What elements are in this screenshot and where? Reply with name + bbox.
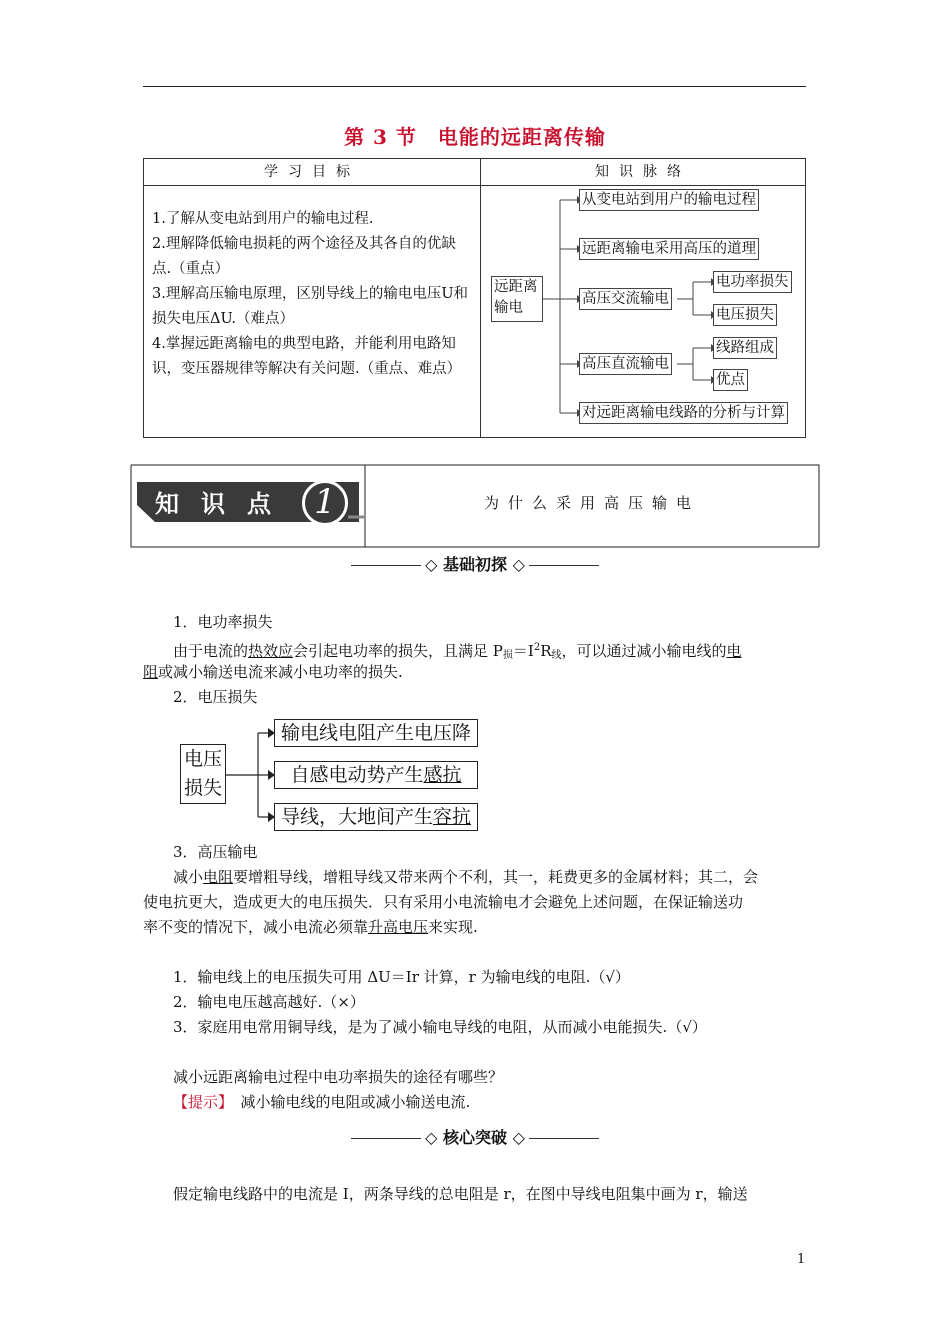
objective-item: 4.掌握远距离输电的典型电路，并能利用电路知识，变压器规律等解决有关问题.（重点、难点）	[152, 336, 462, 377]
mindmap-branch: 高压交流输电	[579, 288, 672, 310]
mindmap-leaf: 线路组成	[713, 337, 777, 359]
hint-label: 【提示】	[173, 1093, 226, 1111]
objective-item: 3.理解高压输电原理，区别导线上的输电电压U和损失电压ΔU.（难点）	[152, 286, 469, 327]
judgement-item: 2．输电电压越高越好.（×）	[173, 993, 365, 1011]
think-question: 减小远距离输电过程中电功率损失的途径有哪些？	[173, 1068, 504, 1086]
core-text: 假定输电线路中的电流是 I，两条导线的总电阻是 r，在图中导线电阻集中画为 r，输送	[173, 1185, 748, 1203]
mindmap-root: 远距离输电	[491, 276, 543, 322]
objective-item: 1.了解从变电站到用户的输电过程.	[152, 211, 374, 227]
mindmap-leaf: 电压损失	[713, 304, 777, 326]
voltage-loss-cause: 输电线电阻产生电压降	[274, 719, 478, 747]
mindmap-branch: 远距离输电采用高压的道理	[579, 238, 759, 260]
knowledge-point-topic: 为什么采用高压输电	[483, 494, 700, 512]
learning-goals-header: 学习目标	[264, 164, 360, 180]
mindmap-leaf: 电功率损失	[713, 271, 792, 293]
judgement-item: 1．输电线上的电压损失可用 ΔU＝Ir 计算，r 为输电线的电阻.（√）	[173, 968, 630, 986]
objective-item: 2.理解降低输电损耗的两个途径及其各自的优缺点.（重点）	[152, 236, 456, 277]
mindmap-branch: 高压直流输电	[579, 353, 672, 375]
judgement-item: 3．家庭用电常用铜导线，是为了减小输电导线的电阻，从而减小电能损失.（√）	[173, 1018, 707, 1036]
item-voltage-loss-heading: 2．电压损失	[173, 688, 258, 706]
knowledge-point-label: 知识点	[155, 490, 293, 518]
hint-line: 【提示】 减小输电线的电阻或减小输送电流.	[173, 1093, 471, 1111]
high-voltage-text: 减小电阻要增粗导线，增粗导线又带来两个不利，其一，耗费更多的金属材料；其二，会	[173, 868, 759, 886]
knowledge-map-header: 知识脉络	[595, 164, 691, 180]
knowledge-point-number: 1	[302, 480, 348, 526]
power-loss-text-cont: 阻或减小输送电流来减小电功率的损失.	[143, 663, 403, 681]
mindmap-branch: 从变电站到用户的输电过程	[579, 189, 759, 211]
mindmap-leaf: 优点	[713, 369, 748, 391]
mindmap-branch: 对远距离输电线路的分析与计算	[579, 402, 788, 424]
section-heading-basics: ◇ 基础初探 ◇	[0, 552, 950, 575]
voltage-loss-root: 电压 损失	[180, 744, 226, 804]
item-power-loss-heading: 1．电功率损失	[173, 613, 273, 631]
voltage-loss-cause: 导线，大地间产生容抗	[274, 803, 478, 831]
power-loss-text: 由于电流的热效应会引起电功率的损失，且满足 $P_损=I^2R_线$，可以通过减小输电线的电	[173, 642, 742, 661]
high-voltage-text-cont: 使电抗更大，造成更大的电压损失．只有采用小电流输电才会避免上述问题，在保证输送功	[143, 893, 744, 911]
page-number: 1	[797, 1252, 806, 1267]
section-heading-core: ◇ 核心突破 ◇	[0, 1125, 950, 1148]
page-title: 第 3 节 电能的远距离传输	[344, 125, 606, 149]
item-high-voltage-heading: 3．高压输电	[173, 843, 258, 861]
voltage-loss-cause: 自感电动势产生感抗	[274, 761, 478, 789]
high-voltage-text-cont: 率不变的情况下，减小电流必须靠升高电压来实现.	[143, 918, 478, 936]
